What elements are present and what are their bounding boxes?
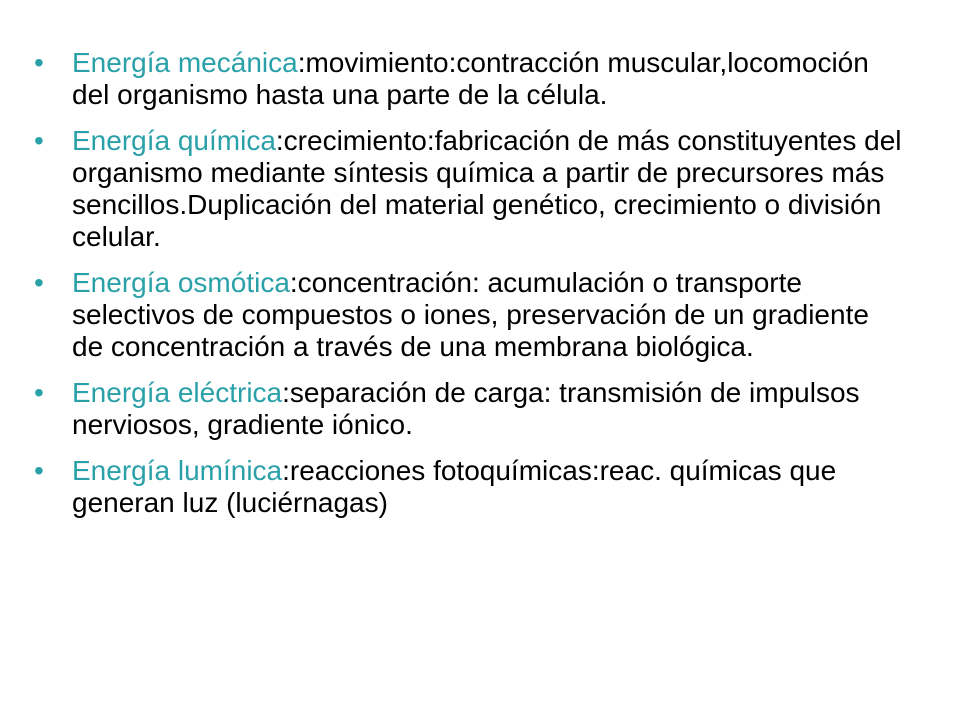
bullet-list: [34, 47, 904, 533]
bullet-item-energia-electrica: [34, 377, 904, 441]
bullet-term: Energía lumínica: [72, 455, 283, 486]
bullet-item-energia-osmotica: [34, 267, 904, 363]
bullet-description: :reacciones fotoquímicas:reac. químicas que generan luz (luciérnagas): [72, 455, 837, 518]
bullet-term: Energía eléctrica: [72, 377, 283, 408]
bullet-dot-icon: •: [34, 267, 44, 298]
bullet-dot-icon: •: [34, 47, 44, 78]
bullet-description: :separación de carga: transmisión de impulsos nerviosos, gradiente iónico.: [72, 377, 860, 440]
bullet-description: :crecimiento:fabricación de más constituyentes del organismo mediante síntesis química a partir de precursores más sencillos.Duplicación del material genético, crecimiento o división celular.: [72, 125, 902, 252]
bullet-item-energia-luminica: [34, 455, 904, 519]
bullet-term: Energía osmótica: [72, 267, 290, 298]
bullet-item-energia-mecanica: [34, 47, 904, 111]
bullet-item-energia-quimica: [34, 125, 904, 253]
bullet-term: Energía mecánica: [72, 47, 298, 78]
bullet-dot-icon: •: [34, 377, 44, 408]
bullet-description: :movimiento:contracción muscular,locomoción del organismo hasta una parte de la célula.: [72, 47, 869, 110]
bullet-description: :concentración: acumulación o transporte selectivos de compuestos o iones, preservación de un gradiente de concentración a través de una membrana biológica.: [72, 267, 869, 362]
bullet-dot-icon: •: [34, 455, 44, 486]
bullet-dot-icon: •: [34, 125, 44, 156]
bullet-term: Energía química: [72, 125, 276, 156]
